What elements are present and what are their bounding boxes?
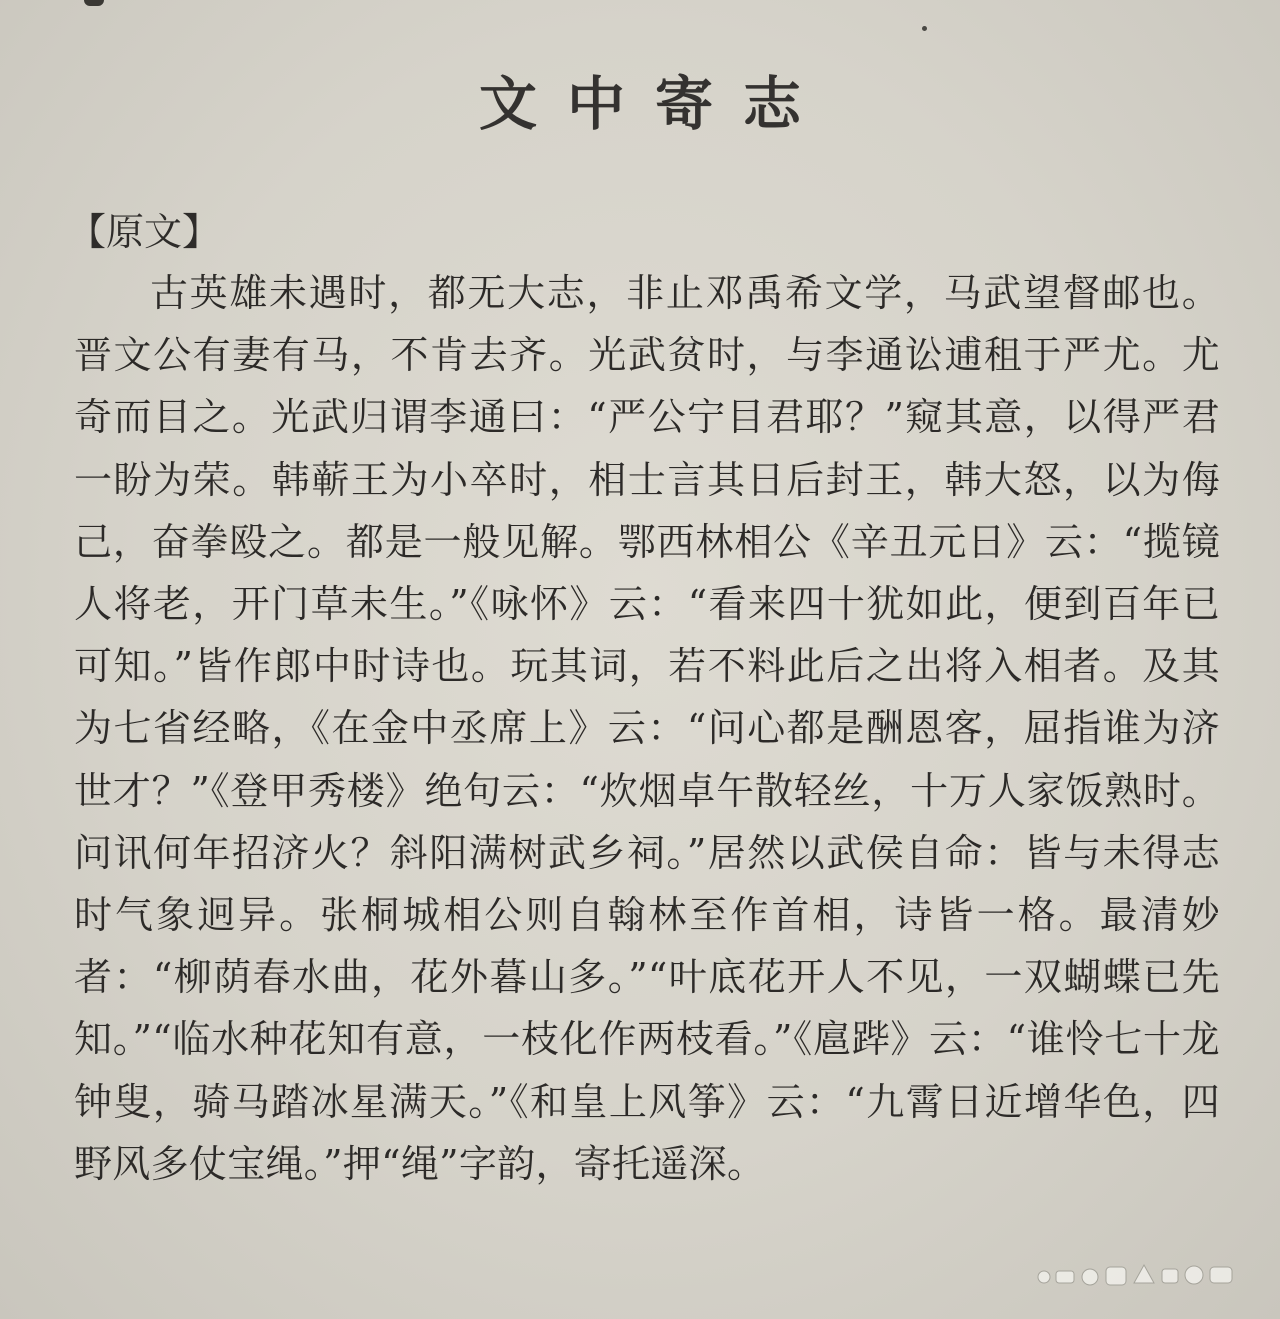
page-corner-mark (84, 0, 104, 6)
watermark-logo (1030, 1257, 1250, 1291)
page-title: 文中寄志 (478, 70, 831, 138)
body-paragraph: 古英雄未遇时，都无大志，非止邓禹希文学，马武望督邮也。晋文公有妻有马，不肯去齐。光武贫时，与李通讼逋租于严尤。尤奇而目之。光武归谓李通曰：“严公宁目君耶？”窥其意，以得严君一盼为荣。韩蕲王为小卒时，相士言其日后封王，韩大怒，以为侮己，奋拳殴之。都是一般见解。鄂西林相公《辛丑元日》云：“揽镜人将老，开门草未生。”《咏怀》云：“看来四十犹如此，便到百年已可知。”皆作郎中时诗也。玩其词，若不料此后之出将入相者。及其为七省经略，《在金中丞席上》云：“问心都是酬恩客，屈指谁为济世才？”《登甲秀楼》绝句云：“炊烟卓午散轻丝，十万人家饭熟时。问讯何年招济火？斜阳满树武乡祠。”居然以武侯自命：皆与未得志时气象迥异。张桐城相公则自翰林至作首相，诗皆一格。最清妙者：“柳荫春水曲，花外暮山多。”“叶底花开人不见，一双蝴蝶已先知。”“临水种花知有意，一枝化作两枝看。”《扈跸》云：“谁怜七十龙钟叟，骑马踏冰星满天。”《和皇上风筝》云：“九霄日近增华色，四野风多仗宝绳。”押“绳”字韵，寄托遥深。 (74, 271, 1220, 1186)
ink-speck (922, 26, 927, 31)
section-label: 【原文】 (68, 210, 221, 254)
